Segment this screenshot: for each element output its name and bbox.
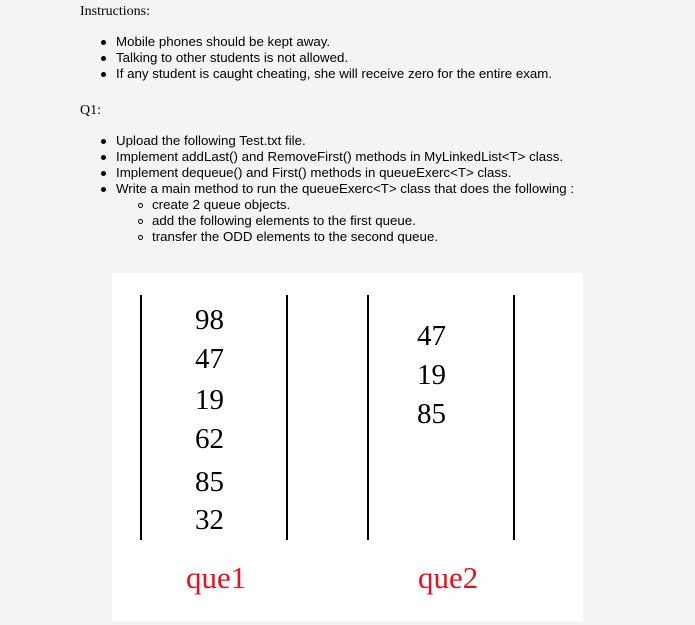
que1-right-wall [286, 295, 288, 540]
question-heading: Q1: [80, 103, 101, 118]
instructions-heading: Instructions: [80, 4, 150, 19]
tasks-list [0, 133, 574, 245]
que1-value: 85 [195, 466, 224, 498]
sub-list-item: add the following elements to the first queue. [152, 213, 574, 229]
que1-label: que1 [186, 560, 247, 595]
list-item: Implement dequeue() and First() methods in queueExerc<T> class. [0, 165, 574, 181]
sub-list-item: transfer the ODD elements to the second queue. [152, 229, 574, 245]
list-item-text: Write a main method to run the queueExerc<T> class that does the following : [116, 181, 575, 196]
subtasks-list [152, 197, 574, 245]
que2-value: 47 [417, 320, 446, 352]
que2-left-wall [367, 295, 369, 540]
list-item: If any student is caught cheating, she will receive zero for the entire exam. [0, 66, 552, 82]
queue-diagram [112, 273, 583, 621]
list-item: Upload the following Test.txt file. [0, 133, 574, 149]
que1-value: 62 [195, 423, 224, 455]
que1-left-wall [140, 295, 142, 540]
list-item: Mobile phones should be kept away. [0, 34, 552, 50]
sub-list-item: create 2 queue objects. [152, 197, 574, 213]
que2-value: 85 [417, 398, 446, 430]
list-item [0, 181, 574, 245]
que2-value: 19 [417, 359, 446, 391]
list-item: Talking to other students is not allowed. [0, 50, 552, 66]
que2-label: que2 [418, 560, 479, 595]
que1-value: 19 [195, 384, 224, 416]
que2-right-wall [513, 295, 515, 540]
rules-list [0, 34, 552, 82]
que1-value: 98 [195, 304, 224, 336]
que1-value: 47 [195, 343, 224, 375]
list-item: Implement addLast() and RemoveFirst() methods in MyLinkedList<T> class. [0, 149, 574, 165]
que1-value: 32 [195, 504, 224, 536]
